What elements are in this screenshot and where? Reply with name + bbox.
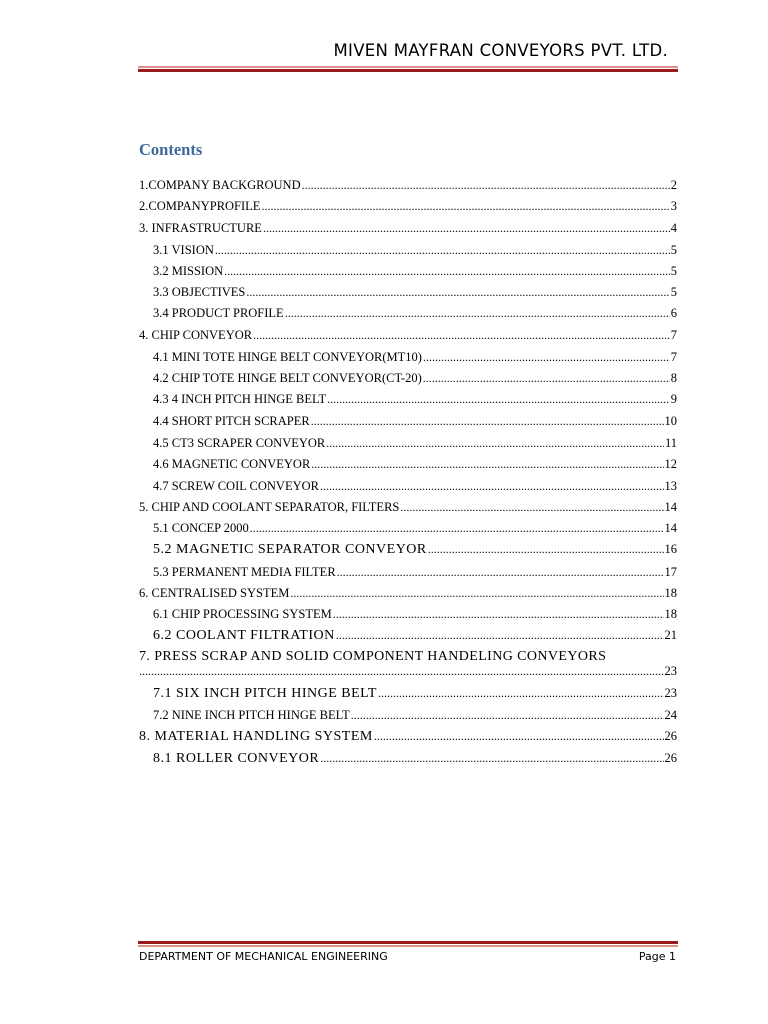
toc-entry-label: 4.6 MAGNETIC CONVEYOR [153,457,311,471]
toc-entry-label: 6. CENTRALISED SYSTEM [139,586,290,600]
toc-entry-label: 8.1 ROLLER CONVEYOR [153,751,320,766]
toc-entry-label: 3.3 OBJECTIVES [153,285,246,299]
toc-leader-dots [400,500,663,515]
toc-entry-label: 5.3 PERMANENT MEDIA FILTER [153,565,336,579]
toc-entry-label: 4.1 MINI TOTE HINGE BELT CONVEYOR(MT10) [153,350,422,364]
toc-entry[interactable] [153,607,677,622]
toc-entry-label: 3.1 VISION [153,243,214,257]
footer-rule-dark [138,941,678,944]
toc-entry[interactable] [139,328,677,343]
toc-entry[interactable] [153,350,677,365]
toc-entry-label: 2.COMPANYPROFILE [139,199,261,213]
toc-leader-dots [351,708,664,723]
toc-leader-dots [327,392,670,407]
toc-entry-page: 12 [664,457,677,471]
toc-entry-label: 3.4 PRODUCT PROFILE [153,306,284,320]
toc-entry-page: 13 [664,479,677,493]
toc-entry[interactable] [153,479,677,494]
header-company-title: MIVEN MAYFRAN CONVEYORS PVT. LTD. [333,41,668,60]
toc-leader-dots [250,521,664,536]
toc-entry[interactable] [153,414,677,429]
toc-leader-dots [336,628,664,643]
toc-entry-page: 14 [664,500,677,514]
toc-entry-label: 7. PRESS SCRAP AND SOLID COMPONENT HANDELING CONVEYORS [139,649,607,664]
toc-entry-page: 23 [664,664,677,678]
header-rule-light [138,66,678,68]
toc-entry-label: 5.1 CONCEP 2000 [153,521,249,535]
toc-entry-page: 26 [664,729,677,743]
toc-leader-dots [302,178,670,193]
contents-heading: Contents [139,140,203,159]
toc-entry-label: 8. MATERIAL HANDLING SYSTEM [139,729,373,744]
toc-entry[interactable] [153,306,677,321]
toc-entry-page: 17 [664,565,677,579]
toc-entry-page: 5 [670,285,677,299]
toc-leader-dots [423,350,670,365]
toc-entry[interactable] [153,686,677,702]
toc-entry-page: 18 [664,607,677,621]
toc-entry-page: 18 [664,586,677,600]
toc-entry-label: 7.2 NINE INCH PITCH HINGE BELT [153,708,350,722]
toc-entry-page: 10 [664,414,677,428]
toc-entry-page: 14 [664,521,677,535]
toc-leader-dots [378,686,664,701]
toc-entry-page: 2 [670,178,677,192]
toc-entry[interactable] [153,751,677,767]
toc-entry-label: 4.3 4 INCH PITCH HINGE BELT [153,392,327,406]
toc-entry[interactable] [153,264,677,279]
toc-entry[interactable] [139,586,677,601]
toc-entry-page: 23 [664,686,677,700]
footer-department: DEPARTMENT OF MECHANICAL ENGINEERING [139,950,388,963]
toc-entry-page: 5 [670,243,677,257]
toc-entry[interactable] [153,371,677,386]
toc-leader-dots [320,479,664,494]
toc-entry-page: 4 [670,221,677,235]
toc-leader-dots [428,542,664,557]
toc-leader-dots [290,586,663,601]
toc-leader-dots [253,328,670,343]
toc-entry[interactable] [139,199,677,214]
toc-entry[interactable] [153,457,677,472]
toc-entry[interactable] [139,729,677,745]
toc-entry[interactable] [153,542,677,558]
toc-leader-dots [374,729,664,744]
toc-entry[interactable] [139,221,677,236]
toc-entry-label: 5.2 MAGNETIC SEPARATOR CONVEYOR [153,542,427,557]
toc-entry-page: 6 [670,306,677,320]
header-rule-dark [138,69,678,72]
toc-leader-dots [333,607,664,622]
toc-entry[interactable] [153,628,677,644]
toc-leader-dots [311,414,664,429]
toc-entry[interactable] [153,708,677,723]
toc-entry[interactable] [153,436,677,451]
toc-entry[interactable] [139,178,677,193]
toc-entry-continuation [139,664,677,679]
toc-entry-label: 6.1 CHIP PROCESSING SYSTEM [153,607,332,621]
toc-leader-dots [320,751,663,766]
toc-entry-label: 3. INFRASTRUCTURE [139,221,262,235]
toc-entry-label: 4. CHIP CONVEYOR [139,328,253,342]
toc-leader-dots [285,306,670,321]
toc-leader-dots [337,565,664,580]
toc-leader-dots [311,457,663,472]
toc-entry-label: 4.7 SCREW COIL CONVEYOR [153,479,319,493]
toc-entry-page: 26 [664,751,677,765]
toc-entry[interactable] [153,392,677,407]
toc-entry-label: 3.2 MISSION [153,264,224,278]
footer-page-number: Page 1 [638,950,676,963]
toc-entry-label: 5. CHIP AND COOLANT SEPARATOR, FILTERS [139,500,400,514]
toc-leader-dots [326,436,664,451]
toc-entry-page: 3 [670,199,677,213]
toc-entry[interactable] [139,500,677,515]
toc-leader-dots [224,264,670,279]
toc-entry-page: 21 [664,628,677,642]
toc-leader-dots [139,664,665,679]
toc-entry[interactable] [139,649,677,681]
toc-entry-page: 7 [670,328,677,342]
toc-entry[interactable] [153,243,677,258]
toc-entry-label: 7.1 SIX INCH PITCH HINGE BELT [153,686,377,701]
toc-entry-page: 5 [670,264,677,278]
toc-entry-page: 24 [664,708,677,722]
toc-entry-page: 9 [670,392,677,406]
toc-entry-label: 1.COMPANY BACKGROUND [139,178,301,192]
toc-entry-page: 7 [670,350,677,364]
toc-entry-page: 11 [664,436,677,450]
toc-entry[interactable] [153,565,677,580]
toc-leader-dots [246,285,669,300]
toc-leader-dots [263,221,670,236]
toc-entry-label: 6.2 COOLANT FILTRATION [153,628,335,643]
toc-leader-dots [423,371,670,386]
toc-entry-label: 4.4 SHORT PITCH SCRAPER [153,414,310,428]
toc-entry-label: 4.2 CHIP TOTE HINGE BELT CONVEYOR(CT-20) [153,371,422,385]
toc-leader-dots [215,243,670,258]
toc-entry[interactable] [153,285,677,300]
toc-entry-page: 16 [664,542,677,556]
toc-entry[interactable] [153,521,677,536]
toc-entry-label: 4.5 CT3 SCRAPER CONVEYOR [153,436,326,450]
toc-leader-dots [261,199,669,214]
footer-rule-light [138,945,678,947]
toc-entry-page: 8 [670,371,677,385]
